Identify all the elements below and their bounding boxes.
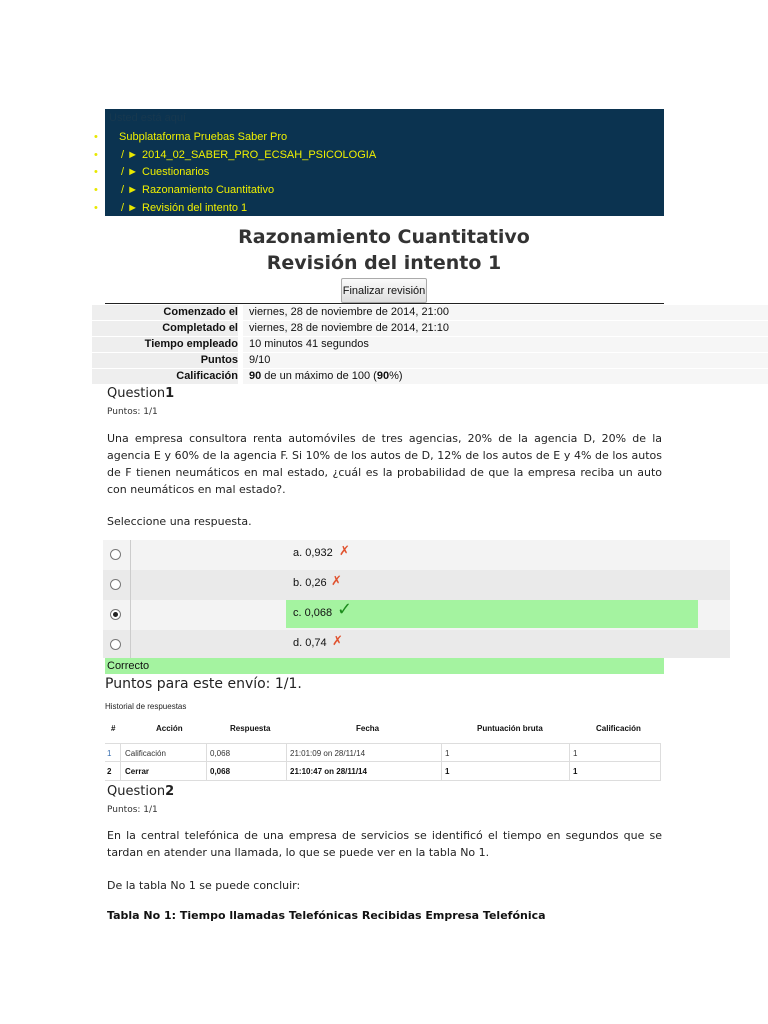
history-header: Acción bbox=[156, 724, 183, 733]
history-cell: 2 bbox=[107, 767, 112, 776]
column-divider bbox=[286, 743, 287, 780]
answer-row-bg bbox=[103, 630, 730, 658]
summary-key: Comenzado el bbox=[92, 305, 238, 320]
history-cell: 1 bbox=[445, 749, 450, 758]
question-1-heading bbox=[107, 386, 174, 401]
grade-value: 90 bbox=[249, 370, 262, 382]
check-icon: ✓ bbox=[337, 599, 353, 620]
answer-option-b[interactable] bbox=[103, 570, 730, 600]
breadcrumb-separator-icon: / ► bbox=[121, 149, 138, 161]
column-divider bbox=[441, 743, 442, 780]
column-divider bbox=[660, 743, 661, 780]
bullet-icon: • bbox=[94, 202, 98, 214]
bullet-icon: • bbox=[94, 131, 98, 143]
question-2-points: Puntos: 1/1 bbox=[107, 805, 158, 815]
question-2-text: En la central telefónica de una empresa de servicios se identificó el tiempo en segundos que se tardan en atender una llamada, lo que se puede ver en la tabla No 1. bbox=[107, 829, 662, 859]
history-cell: Calificación bbox=[125, 749, 166, 758]
page-subtitle: Revisión del intento 1 bbox=[266, 252, 502, 274]
summary-key: Tiempo empleado bbox=[92, 337, 238, 352]
page-title: Razonamiento Cuantitativo bbox=[238, 226, 530, 248]
history-header: Respuesta bbox=[230, 724, 271, 733]
history-header: # bbox=[111, 724, 116, 733]
breadcrumb-link[interactable]: Razonamiento Cuantitativo bbox=[142, 184, 275, 196]
grade-text-end: %) bbox=[389, 370, 403, 382]
history-title: Historial de respuestas bbox=[105, 702, 187, 711]
question-label: Question bbox=[107, 386, 166, 401]
summary-key: Completado el bbox=[92, 321, 238, 336]
breadcrumb-here-label: Usted está aquí bbox=[109, 112, 187, 124]
answer-radio-cell[interactable] bbox=[103, 600, 131, 630]
history-header: Fecha bbox=[356, 724, 380, 733]
question-1-points: Puntos: 1/1 bbox=[107, 407, 158, 417]
column-divider bbox=[206, 743, 207, 780]
summary-value: 9/10 bbox=[243, 353, 768, 368]
breadcrumb-current-label: Revisión del intento 1 bbox=[142, 202, 248, 214]
divider bbox=[105, 303, 664, 304]
history-cell[interactable]: 1 bbox=[107, 749, 112, 758]
submission-points: Puntos para este envío: 1/1. bbox=[105, 676, 302, 692]
history-cell: 1 bbox=[445, 767, 450, 776]
history-cell: 1 bbox=[573, 767, 578, 776]
summary-value bbox=[243, 369, 768, 384]
breadcrumb-link[interactable]: Cuestionarios bbox=[142, 166, 210, 178]
summary-value: viernes, 28 de noviembre de 2014, 21:10 bbox=[243, 321, 768, 336]
answer-label[interactable]: b. 0,26 bbox=[293, 577, 327, 589]
radio-button-selected[interactable] bbox=[110, 609, 121, 620]
answer-row-bg bbox=[103, 570, 730, 600]
finish-review-button[interactable]: Finalizar revisión bbox=[341, 278, 427, 303]
history-cell: 0,068 bbox=[210, 749, 231, 758]
answer-radio-cell[interactable] bbox=[103, 630, 131, 660]
summary-key: Calificación bbox=[92, 369, 238, 384]
answer-option-d[interactable] bbox=[103, 630, 730, 660]
summary-row-grade bbox=[92, 369, 768, 384]
breadcrumb-separator-icon: / ► bbox=[121, 166, 138, 178]
question-2-heading bbox=[107, 784, 174, 799]
breadcrumb-link[interactable]: Subplataforma Pruebas Saber Pro bbox=[119, 131, 288, 143]
bullet-icon: • bbox=[94, 149, 98, 161]
history-cell: 1 bbox=[573, 749, 578, 758]
answer-option-c[interactable] bbox=[103, 600, 730, 630]
question-1-text: Una empresa consultora renta automóviles de tres agencias, 20% de la agencia D, 20% de la agencia E y 60% de la agencia F. Si 10% de los autos de D, 12% de los autos de E y 4% de los autos de F tienen neumáticos en mal estado, ¿cuál es la probabilidad de que la empresa reciba un auto con neumáticos en mal estado?. bbox=[107, 432, 662, 496]
question-2-conclude: De la tabla No 1 se puede concluir: bbox=[107, 879, 301, 892]
breadcrumb-separator-icon: / ► bbox=[121, 184, 138, 196]
table-title: Tabla No 1: Tiempo llamadas Telefónicas Recibidas Empresa Telefónica bbox=[107, 909, 546, 922]
breadcrumb-separator-icon: / ► bbox=[121, 202, 138, 214]
question-label: Question bbox=[107, 784, 166, 799]
summary-row-points bbox=[92, 353, 768, 368]
answer-radio-cell[interactable] bbox=[103, 570, 131, 600]
question-number: 2 bbox=[165, 784, 175, 799]
answer-option-a[interactable] bbox=[103, 540, 730, 570]
answer-radio-cell[interactable] bbox=[103, 540, 131, 570]
history-cell: 21:10:47 on 28/11/14 bbox=[290, 767, 367, 776]
summary-row-completed bbox=[92, 321, 768, 336]
breadcrumb-link[interactable]: 2014_02_SABER_PRO_ECSAH_PSICOLOGIA bbox=[142, 149, 377, 161]
table-row bbox=[105, 743, 661, 762]
question-number: 1 bbox=[165, 386, 175, 401]
history-cell: Cerrar bbox=[125, 767, 150, 776]
bullet-icon: • bbox=[94, 184, 98, 196]
radio-button[interactable] bbox=[110, 579, 121, 590]
summary-row-started bbox=[92, 305, 768, 320]
radio-button[interactable] bbox=[110, 549, 121, 560]
summary-value: 10 minutos 41 segundos bbox=[243, 337, 768, 352]
answer-label[interactable]: a. 0,932 bbox=[293, 547, 333, 559]
summary-value: viernes, 28 de noviembre de 2014, 21:00 bbox=[243, 305, 768, 320]
cross-icon: ✗ bbox=[332, 634, 343, 649]
column-divider bbox=[120, 743, 121, 780]
answer-row-bg bbox=[103, 540, 730, 570]
history-header: Calificación bbox=[596, 724, 641, 733]
column-divider bbox=[569, 743, 570, 780]
table-row bbox=[105, 761, 661, 781]
history-cell: 21:01:09 on 28/11/14 bbox=[290, 749, 366, 758]
grade-percent: 90 bbox=[376, 370, 390, 382]
bullet-icon: • bbox=[94, 166, 98, 178]
summary-key: Puntos bbox=[92, 353, 238, 368]
grade-text: de un máximo de 100 ( bbox=[261, 370, 377, 382]
result-correct-banner: Correcto bbox=[105, 658, 664, 674]
cross-icon: ✗ bbox=[339, 544, 350, 559]
summary-row-time bbox=[92, 337, 768, 352]
question-1-prompt: Seleccione una respuesta. bbox=[107, 515, 252, 528]
answer-label[interactable]: c. 0,068 bbox=[293, 607, 333, 619]
answer-label[interactable]: d. 0,74 bbox=[293, 637, 327, 649]
breadcrumb bbox=[105, 109, 664, 216]
radio-button[interactable] bbox=[110, 639, 121, 650]
history-header: Puntuación bruta bbox=[477, 724, 543, 733]
history-cell: 0,068 bbox=[210, 767, 231, 776]
cross-icon: ✗ bbox=[331, 574, 342, 589]
